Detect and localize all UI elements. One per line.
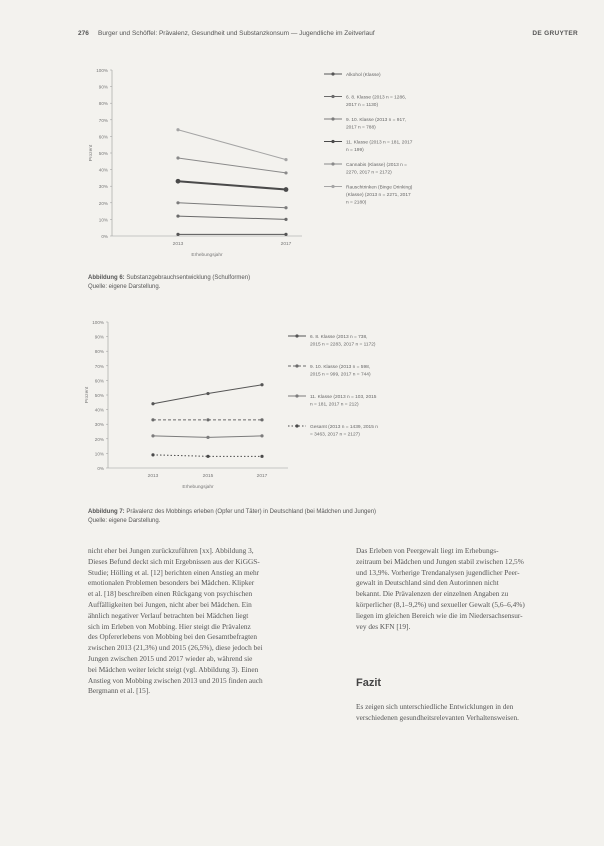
page-number: 276	[78, 30, 89, 37]
body-right-line: Das Erleben von Peergewalt liegt im Erhebungs-	[356, 546, 499, 555]
body-right-line: gewalt in Deutschland sind den Autorinnen nicht	[356, 578, 499, 588]
body-left-line: et al. [18] beschreiben einen Rückgang von psychischen	[88, 589, 253, 599]
data-point	[260, 418, 263, 421]
body-left-line: Anstieg von Mobbing zwischen 2013 und 2015 finden auch	[88, 675, 263, 685]
data-point	[151, 418, 154, 421]
y-tick-label: 0%	[101, 234, 108, 239]
legend-label: n = 199)	[346, 148, 364, 153]
figure-1-caption-label: Abbildung 6:	[88, 275, 125, 281]
body-right-line: und 13,9%. Vorherige Trendanalysen jugendlicher Peer-	[356, 567, 520, 577]
y-tick-label: 50%	[94, 393, 104, 398]
data-point	[284, 218, 287, 221]
data-point	[176, 179, 181, 184]
y-tick-label: 90%	[94, 334, 104, 340]
legend-label: Rauschtrinken (Binge Drinking)	[346, 185, 413, 191]
body-right-line: körperlicher (8,1–9,2%) und sexueller Gewalt (5,6–6,4%)	[356, 599, 525, 609]
legend-label: 2017 n = 1130)	[346, 103, 379, 108]
data-point	[206, 455, 209, 458]
body-text-left-column	[88, 546, 328, 697]
legend-label: 2270, 2017 n = 2172)	[346, 170, 392, 176]
body-left-line: zwischen 2013 (21,3%) und 2015 (26,5%), diese jedoch bei	[88, 643, 263, 653]
body-right-line: vey des KFN [19].	[356, 621, 411, 631]
body-left-line: des Opfererlebens von Mobbing bei den Gesamtbefragten	[88, 632, 257, 642]
running-title: Burger und Schöffel: Prävalenz, Gesundheit und Substanzkonsum — Jugendliche im Zeitverlauf	[98, 30, 375, 37]
legend-label: (Klasse) (2013 n = 2271, 2017	[346, 193, 411, 198]
body-right-line: bekannt. Die Prävalenzen der einzelnen Angaben zu	[356, 589, 509, 599]
legend-label: 6. 8. Klasse (2013 n = 738,	[310, 335, 368, 340]
y-tick-label: 10%	[94, 451, 104, 457]
data-point	[151, 453, 154, 456]
legend-marker	[331, 95, 334, 98]
body-left-line: nicht eher bei Jungen zurückzuführen [xx]. Abbildung 3,	[88, 546, 254, 555]
x-axis-title: Erhebungsjahr	[182, 485, 214, 490]
body-left-line: emotionalen Problemen besonders bei Mädchen. Klipker	[88, 578, 255, 588]
series-line-5	[178, 158, 286, 173]
body-left-line: bei Mädchen weiter leicht steigt (vgl. Abbildung 3). Einen	[88, 664, 259, 674]
legend-marker	[331, 117, 334, 120]
legend-label: 2015 n = 999, 2017 n = 744)	[310, 372, 371, 378]
data-point	[284, 187, 289, 192]
data-point	[176, 214, 179, 217]
data-point	[206, 436, 209, 439]
body-right-line: liegen im gleichen Bereich wie die im Niedersachsensur-	[356, 610, 523, 620]
data-point	[284, 171, 287, 174]
figure-1-source: Quelle: eigene Darstellung.	[88, 284, 161, 290]
y-tick-label: 100%	[96, 68, 108, 73]
y-tick-label: 50%	[98, 151, 108, 156]
legend-marker	[331, 162, 334, 165]
y-tick-label: 60%	[94, 378, 104, 384]
y-tick-label: 20%	[94, 436, 104, 442]
y-tick-label: 10%	[98, 217, 108, 223]
y-axis-title: Prozent	[89, 144, 94, 162]
y-tick-label: 80%	[98, 101, 108, 107]
x-tick-label: 2017	[280, 242, 292, 247]
x-tick-label: 2017	[256, 474, 268, 479]
y-tick-label: 60%	[98, 134, 108, 140]
data-point	[176, 128, 179, 131]
body-left-line: Jungen zwischen 2015 und 2017 wieder ab, während sie	[88, 653, 253, 663]
legend-label: = 3463, 2017 n = 2127)	[310, 432, 360, 438]
body-left-line: Auffälligkeiten bei Jungen, nicht aber bei Mädchen. Ein	[88, 599, 252, 609]
series-line-4	[178, 181, 286, 189]
body-left-line: Studie; Hölling et al. [12] berichten einen Anstieg an mehr	[88, 567, 260, 577]
legend-label: 11. Klasse (2013 n = 103, 2015	[310, 395, 377, 400]
legend-label: Alkohol (Klasse)	[346, 73, 381, 78]
legend-marker	[295, 424, 298, 427]
series-line-2	[178, 216, 286, 219]
data-point	[176, 156, 179, 159]
body-left-line: sich im Erleben von Mobbing. Hier steigt die Prävalenz	[88, 621, 251, 631]
figure-1-caption	[88, 274, 508, 292]
body-left-line: Dieses Befund deckt sich mit Ergebnissen aus der KiGGS-	[88, 556, 260, 566]
data-point	[151, 434, 154, 437]
fazit-line: Es zeigen sich unterschiedliche Entwicklungen in den	[356, 702, 514, 711]
data-point	[260, 383, 263, 386]
y-tick-label: 0%	[97, 466, 104, 471]
body-right-line: zeitraum bei Mädchen und Jungen stabil zwischen 12,5%	[356, 556, 524, 566]
fazit-paragraph	[356, 702, 582, 724]
series-line-6	[178, 130, 286, 160]
legend-marker	[331, 140, 334, 143]
figure-2-source: Quelle: eigene Darstellung.	[88, 518, 161, 524]
section-heading-fazit: Fazit	[356, 677, 382, 689]
legend-marker	[295, 394, 298, 397]
data-point	[176, 233, 179, 236]
x-tick-label: 2013	[172, 242, 184, 247]
data-point	[284, 206, 287, 209]
data-point	[260, 434, 263, 437]
body-left-line: Bergmann et al. [15].	[88, 686, 151, 696]
legend-marker	[295, 334, 298, 337]
data-point	[151, 402, 154, 405]
y-tick-label: 30%	[94, 422, 104, 428]
y-tick-label: 90%	[98, 84, 108, 90]
legend-label: 9. 10. Klasse (2013 n = 917,	[346, 118, 407, 123]
y-tick-label: 40%	[94, 407, 104, 413]
x-tick-label: 2015	[202, 474, 214, 479]
y-tick-label: 100%	[92, 320, 104, 325]
fazit-line: verschiedenen gesundheitsrelevanten Verhaltensweisen.	[356, 712, 519, 722]
legend-label: 11. Klasse (2013 n = 181, 2017	[346, 140, 413, 146]
data-point	[176, 201, 179, 204]
y-tick-label: 80%	[94, 349, 104, 355]
legend-label: n = 181, 2017 n = 212)	[310, 402, 359, 408]
legend-label: 2015 n = 2283, 2017 n = 1172)	[310, 342, 376, 348]
x-tick-label: 2013	[147, 474, 159, 479]
y-tick-label: 40%	[98, 167, 108, 173]
y-tick-label: 20%	[98, 200, 108, 206]
y-tick-label: 70%	[98, 117, 108, 123]
data-point	[284, 158, 287, 161]
legend-label: Cannabis (Klasse) (2013 n =	[346, 163, 407, 168]
legend-marker	[331, 185, 334, 188]
series-line-3	[178, 203, 286, 208]
figure-2-caption	[88, 508, 528, 526]
y-axis-title: Prozent	[85, 386, 90, 404]
body-text-right-column	[356, 546, 582, 632]
x-axis-title: Erhebungsjahr	[191, 253, 223, 258]
y-tick-label: 30%	[98, 184, 108, 190]
figure-2-caption-text: Prävalenz des Mobbings erleben (Opfer und Täter) in Deutschland (bei Mädchen und Jungen)	[126, 509, 377, 515]
data-point	[206, 418, 209, 421]
legend-label: 2017 n = 788)	[346, 125, 376, 131]
body-left-line: ähnlich negativer Verlauf betrachten bei Mädchen liegt	[88, 610, 249, 620]
data-point	[206, 392, 209, 395]
data-point	[284, 233, 287, 236]
figure-2-caption-label: Abbildung 7:	[88, 509, 125, 515]
legend-label: 9. 10. Klasse (2013 n = 598,	[310, 365, 371, 370]
legend-label: Gesamt (2013 n = 1439, 2015 n	[310, 425, 378, 430]
y-tick-label: 70%	[94, 363, 104, 369]
series-line-3	[153, 436, 262, 437]
legend-label: n = 2180)	[346, 200, 367, 206]
legend-marker	[295, 364, 298, 367]
running-head	[78, 30, 578, 42]
publisher-logo: DE GRUYTER	[532, 30, 578, 37]
series-line-1	[153, 385, 262, 404]
series-line-4	[153, 455, 262, 456]
data-point	[260, 455, 263, 458]
legend-marker	[331, 72, 334, 75]
figure-1-caption-text: Substanzgebrauchsentwicklung (Schulformen)	[126, 275, 251, 281]
legend-label: 6. 8. Klasse (2013 n = 1286,	[346, 95, 407, 101]
